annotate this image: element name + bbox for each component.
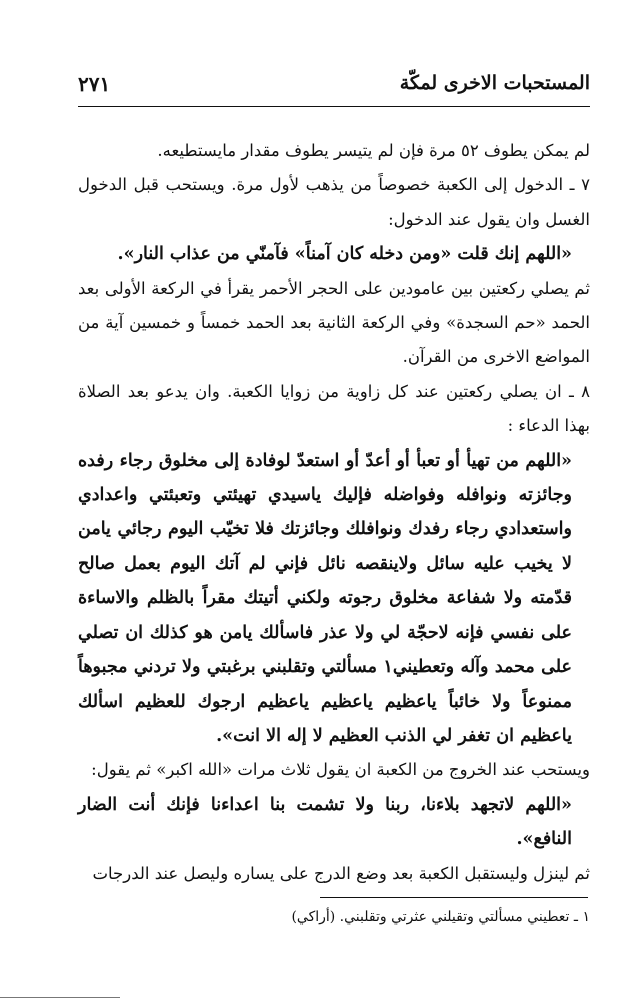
body-text [78, 134, 590, 891]
paragraph-item-8: ٨ ـ ان يصلي ركعتين عند كل زاوية من زوايا الكعبة. وان يدعو بعد الصلاة بهذا الدعاء : [78, 381, 590, 436]
running-title: المستحبات الاخرى لمكّة [399, 72, 590, 94]
footnote-divider [320, 897, 588, 898]
footnote: ١ ـ تعطيني مسألتي وتقيلني عثرتي وتقلبني. (أراكي) [291, 909, 590, 925]
page-header [78, 66, 590, 106]
paragraph-tawaf-note: لم يمكن يطوف ٥٢ مرة فإن لم يتيسر يطوف مقدار مايستطيعه. [157, 141, 590, 160]
paragraph-descend-steps: ثم لينزل وليستقبل الكعبة بعد وضع الدرج على يساره وليصل عند الدرجات [92, 863, 590, 883]
paragraph-item-7: ٧ ـ الدخول إلى الكعبة خصوصاً من يذهب لأول مرة. ويستحب قبل الدخول الغسل وان يقول عند الدخول: [78, 175, 590, 229]
paragraph-two-rakat: ثم يصلي ركعتين بين عامودين على الحجر الأحمر يقرأ في الركعة الأولى بعد الحمد «حم السجدة» وفي الركعة الثانية بعد الحمد خمساً و خمسين آية من المواضع الاخرى من القرآن. [78, 278, 590, 367]
prayer-corners-dua: «اللهم من تهيأ أو تعبأ أو أعدّ أو استعدّ لوفادة إلى مخلوق رجاء رفده وجائزته ونوافله وفواضله فإليك ياسيدي تهيئتي وتعبئتي واعدادي واستعدادي رجاء رفدك ونوافلك وجائزتك فلا تخيّب اليوم رجائي يامن لا يخيب عليه سائل ولاينقصه نائل فإني لم آتك اليوم بعمل صالح قدّمته ولا شفاعة مخلوق رجوته ولكني أتيتك مقراً بالظلم والاساءة على نفسي فإنه لاحجّة لي ولا عذر فاسألك يامن هو كذلك ان تصلي على محمد وآله وتعطيني١ مسألتي وتقلبني برغبتي ولا تردني مجبوهاً ممنوعاً ولا خائباً ياعظيم ياعظيم ياعظيم ارجوك للعظيم اسألك ياعظيم ان تغفر لي الذنب العظيم لا إله الا انت». [78, 450, 572, 746]
prayer-exiting-kaaba: «اللهم لاتجهد بلاءنا، ربنا ولا تشمت بنا اعداءنا فإنك أنت الضار النافع». [78, 794, 572, 850]
prayer-entering-kaaba: «اللهم إنك قلت «ومن دخله كان آمناً» فآمنّي من عذاب النار». [117, 244, 572, 265]
header-divider [78, 106, 590, 107]
paragraph-exit-takbir: ويستحب عند الخروج من الكعبة ان يقول ثلاث مرات «الله اكبر» ثم يقول: [91, 760, 590, 780]
page-number: ٢٧١ [78, 72, 111, 96]
scan-edge-line [0, 997, 120, 998]
